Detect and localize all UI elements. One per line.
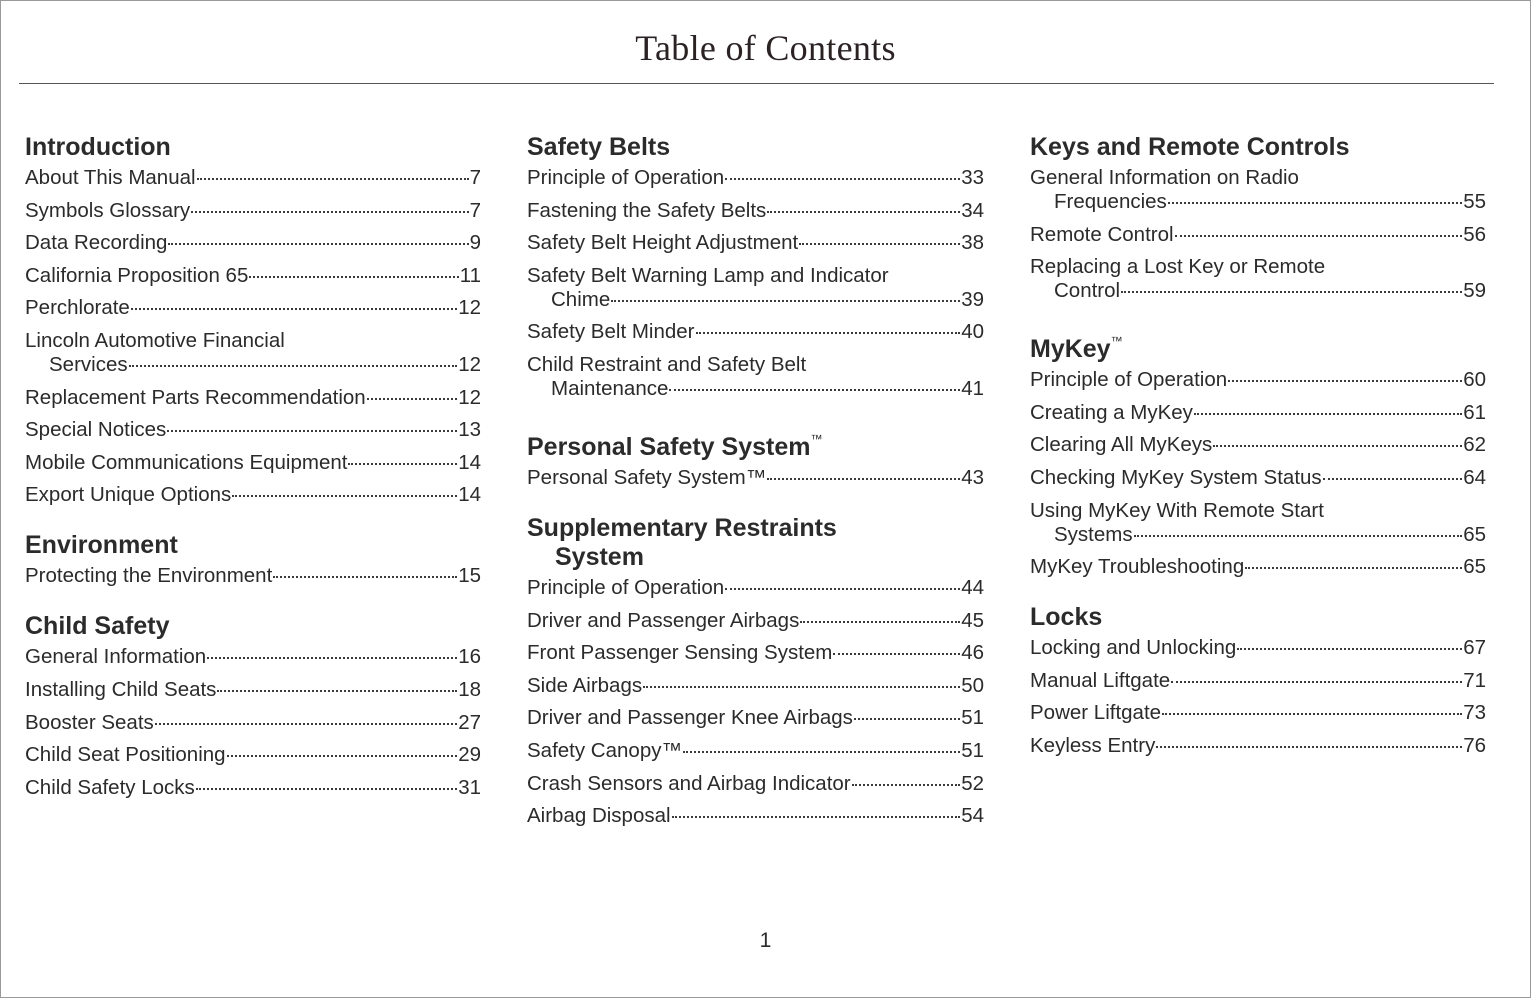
toc-section bbox=[527, 425, 984, 490]
toc-entry-text: Creating a MyKey bbox=[1030, 400, 1193, 424]
toc-entry[interactable] bbox=[25, 296, 481, 320]
toc-page-number: 59 bbox=[1463, 279, 1486, 303]
toc-page-number: 27 bbox=[458, 710, 481, 734]
toc-entry-text: Replacement Parts Recommendation bbox=[25, 385, 366, 409]
section-heading-text: Introduction bbox=[25, 133, 171, 161]
toc-entry[interactable] bbox=[527, 609, 984, 633]
toc-entry[interactable] bbox=[527, 706, 984, 730]
toc-entry-text: Side Airbags bbox=[527, 673, 643, 697]
toc-entry-text: Driver and Passenger Knee Airbags bbox=[527, 706, 853, 730]
toc-entry-text: Chime bbox=[551, 287, 611, 311]
toc-page-number: 18 bbox=[458, 677, 481, 701]
toc-entry-text: Crash Sensors and Airbag Indicator bbox=[527, 771, 851, 795]
dot-leader bbox=[669, 389, 960, 391]
toc-entry-text: Replacing a Lost Key or Remote bbox=[1030, 255, 1326, 279]
toc-entry-text: Maintenance bbox=[551, 376, 669, 400]
dot-leader bbox=[168, 243, 468, 245]
toc-page-number: 15 bbox=[458, 564, 481, 588]
title-rule bbox=[19, 83, 1494, 84]
toc-entry-text: MyKey Troubleshooting bbox=[1030, 555, 1245, 579]
toc-entry[interactable] bbox=[527, 166, 984, 190]
toc-entry[interactable] bbox=[25, 418, 481, 442]
dot-leader bbox=[273, 576, 457, 578]
toc-page-number: 51 bbox=[961, 738, 984, 762]
toc-page-number: 12 bbox=[458, 352, 481, 376]
toc-entry[interactable] bbox=[25, 711, 481, 735]
section-heading-text: MyKey bbox=[1030, 335, 1111, 364]
dot-leader bbox=[672, 816, 961, 818]
toc-page-number: 61 bbox=[1463, 400, 1486, 424]
dot-leader bbox=[1168, 202, 1462, 204]
section-heading[interactable] bbox=[527, 514, 984, 572]
toc-section bbox=[25, 531, 481, 588]
section-heading-text: Child Safety bbox=[25, 612, 170, 641]
toc-page-number: 64 bbox=[1463, 465, 1486, 489]
toc-entry-text: Frequencies bbox=[1054, 190, 1167, 213]
toc-entry[interactable] bbox=[1030, 433, 1486, 457]
toc-entry[interactable] bbox=[25, 199, 481, 223]
toc-entry-text: Checking MyKey System Status bbox=[1030, 465, 1322, 489]
toc-entry-text: Special Notices bbox=[25, 418, 167, 442]
toc-entry[interactable] bbox=[1030, 255, 1486, 303]
dot-leader bbox=[852, 784, 961, 786]
section-heading[interactable] bbox=[527, 133, 984, 162]
section-heading-text: Safety Belts bbox=[527, 133, 671, 161]
toc-entry[interactable] bbox=[1030, 499, 1486, 547]
toc-entry-text: Symbols Glossary bbox=[25, 198, 191, 222]
toc-page-number: 40 bbox=[961, 320, 984, 344]
dot-leader bbox=[800, 621, 960, 623]
toc-page-number: 12 bbox=[458, 296, 481, 320]
toc-entry-text: Fastening the Safety Belts bbox=[527, 198, 767, 222]
toc-page-number: 14 bbox=[458, 450, 481, 474]
toc-entry-text: Export Unique Options bbox=[25, 483, 232, 507]
toc-entry[interactable] bbox=[1030, 669, 1486, 693]
toc-entry[interactable] bbox=[25, 329, 481, 377]
trademark-mark: ™ bbox=[810, 431, 823, 446]
toc-entry-text: Installing Child Seats bbox=[25, 677, 217, 701]
toc-entry[interactable] bbox=[1030, 555, 1486, 579]
toc-entry-text: Using MyKey With Remote Start bbox=[1030, 498, 1324, 522]
toc-page-number: 31 bbox=[458, 775, 481, 799]
toc-page-number: 12 bbox=[458, 385, 481, 409]
toc-entry[interactable] bbox=[25, 564, 481, 588]
toc-entry-text: Manual Liftgate bbox=[1030, 668, 1171, 692]
dot-leader bbox=[725, 588, 960, 590]
section-heading[interactable] bbox=[527, 425, 984, 462]
dot-leader bbox=[129, 365, 458, 367]
toc-page-number: 39 bbox=[961, 287, 984, 311]
dot-leader bbox=[227, 755, 458, 757]
toc-entry-text: Safety Canopy™ bbox=[527, 738, 682, 762]
toc-section bbox=[1030, 603, 1486, 758]
toc-entry-text: Child Safety Locks bbox=[25, 775, 195, 799]
toc-entry-text: Keyless Entry bbox=[1030, 733, 1156, 757]
dot-leader bbox=[249, 276, 458, 278]
section-heading[interactable] bbox=[1030, 133, 1486, 162]
toc-entry-text: Safety Belt Minder bbox=[527, 320, 695, 344]
dot-leader bbox=[799, 243, 960, 245]
toc-entry[interactable] bbox=[527, 576, 984, 600]
section-heading-text-cont: System bbox=[555, 542, 644, 571]
toc-entry-text: Services bbox=[49, 352, 128, 376]
toc-page-number: 11 bbox=[459, 263, 481, 287]
page-number: 1 bbox=[759, 929, 772, 952]
toc-entry-text: Child Seat Positioning bbox=[25, 743, 226, 767]
dot-leader bbox=[217, 690, 457, 692]
toc-entry[interactable] bbox=[25, 451, 481, 475]
section-heading-text: Supplementary Restraints bbox=[527, 513, 837, 542]
toc-entry[interactable] bbox=[25, 483, 481, 507]
toc-entry[interactable] bbox=[527, 320, 984, 344]
dot-leader bbox=[167, 430, 457, 432]
toc-page-number: 38 bbox=[961, 231, 984, 255]
toc-page-number: 45 bbox=[961, 608, 984, 632]
toc-page-number: 50 bbox=[961, 673, 984, 697]
toc-entry[interactable] bbox=[25, 678, 481, 702]
toc-page-number: 55 bbox=[1463, 190, 1486, 213]
toc-entry-text: Clearing All MyKeys bbox=[1030, 433, 1213, 457]
toc-entry-text: Control bbox=[1054, 279, 1121, 303]
section-heading[interactable] bbox=[1030, 603, 1486, 632]
section-heading[interactable] bbox=[1030, 327, 1486, 364]
toc-entry[interactable] bbox=[1030, 401, 1486, 425]
dot-leader bbox=[348, 463, 457, 465]
dot-leader bbox=[767, 478, 960, 480]
toc-entry[interactable] bbox=[25, 743, 481, 767]
toc-entry-text: Data Recording bbox=[25, 231, 168, 255]
toc-section bbox=[1030, 133, 1486, 303]
toc-page-number: 43 bbox=[961, 465, 984, 489]
dot-leader bbox=[696, 332, 961, 334]
toc-entry[interactable] bbox=[1030, 701, 1486, 725]
toc-entry[interactable] bbox=[25, 645, 481, 669]
toc-entry-text: About This Manual bbox=[25, 166, 196, 189]
toc-page-number: 7 bbox=[469, 198, 481, 222]
toc-page-number: 29 bbox=[458, 743, 481, 767]
dot-leader bbox=[611, 300, 960, 302]
toc-page-number: 13 bbox=[458, 418, 481, 442]
toc-entry-text: California Proposition 65 bbox=[25, 263, 249, 287]
dot-leader bbox=[1121, 291, 1462, 293]
dot-leader bbox=[833, 653, 960, 655]
toc-entry-text: Safety Belt Height Adjustment bbox=[527, 231, 799, 255]
toc-entry-text: Airbag Disposal bbox=[527, 804, 671, 828]
section-heading[interactable] bbox=[25, 531, 481, 560]
dot-leader bbox=[1134, 535, 1463, 537]
dot-leader bbox=[155, 723, 457, 725]
toc-section bbox=[527, 514, 984, 828]
toc-page-number: 14 bbox=[458, 483, 481, 507]
toc-page-number: 9 bbox=[469, 231, 481, 255]
toc-page-number: 73 bbox=[1463, 701, 1486, 725]
toc-entry-text: Mobile Communications Equipment bbox=[25, 450, 348, 474]
dot-leader bbox=[854, 718, 960, 720]
toc-page-number: 67 bbox=[1463, 636, 1486, 660]
toc-entry[interactable] bbox=[527, 804, 984, 828]
toc-entry[interactable] bbox=[527, 641, 984, 665]
dot-leader bbox=[1245, 567, 1462, 569]
dot-leader bbox=[1228, 380, 1462, 382]
toc-entry-text: Locking and Unlocking bbox=[1030, 636, 1237, 660]
toc-entry-text: Booster Seats bbox=[25, 710, 154, 734]
toc-column-2 bbox=[527, 133, 984, 852]
toc-page-number: 71 bbox=[1463, 668, 1486, 692]
dot-leader bbox=[1162, 713, 1462, 715]
dot-leader bbox=[196, 788, 457, 790]
dot-leader bbox=[1237, 648, 1462, 650]
toc-section bbox=[527, 133, 984, 401]
toc-page-number: 65 bbox=[1463, 522, 1486, 546]
page-title: Table of Contents bbox=[635, 28, 896, 68]
toc-entry[interactable] bbox=[1030, 636, 1486, 660]
toc-entry-text: Power Liftgate bbox=[1030, 701, 1162, 725]
toc-column-3 bbox=[1030, 133, 1486, 782]
dot-leader bbox=[367, 398, 457, 400]
toc-entry-text: Personal Safety System™ bbox=[527, 465, 767, 489]
toc-page-number: 65 bbox=[1463, 555, 1486, 579]
toc-entry[interactable] bbox=[527, 466, 984, 490]
toc-column-1 bbox=[25, 133, 481, 824]
toc-entry-text: Safety Belt Warning Lamp and Indicator bbox=[527, 263, 889, 287]
toc-page-number: 54 bbox=[961, 804, 984, 828]
toc-entry-text: Principle of Operation bbox=[1030, 368, 1228, 392]
trademark-mark: ™ bbox=[1110, 334, 1123, 349]
toc-section bbox=[25, 133, 481, 507]
toc-entry[interactable] bbox=[527, 739, 984, 763]
toc-page-number: 41 bbox=[961, 376, 984, 400]
toc-entry[interactable] bbox=[25, 231, 481, 255]
dot-leader bbox=[1323, 478, 1463, 480]
section-heading-text: Personal Safety System bbox=[527, 432, 811, 461]
toc-section bbox=[25, 612, 481, 799]
dot-leader bbox=[1171, 681, 1462, 683]
toc-page-number: 56 bbox=[1463, 222, 1486, 246]
toc-page-number: 46 bbox=[961, 641, 984, 665]
toc-entry[interactable] bbox=[1030, 223, 1486, 247]
toc-entry-text: Perchlorate bbox=[25, 296, 130, 320]
toc-entry[interactable] bbox=[25, 386, 481, 410]
toc-entry-text: Principle of Operation bbox=[527, 166, 725, 189]
toc-page-number: 62 bbox=[1463, 433, 1486, 457]
toc-entry[interactable] bbox=[1030, 166, 1486, 214]
toc-entry[interactable] bbox=[25, 776, 481, 800]
toc-entry[interactable] bbox=[1030, 368, 1486, 392]
toc-entry-text: Child Restraint and Safety Belt bbox=[527, 352, 807, 376]
dot-leader bbox=[232, 495, 457, 497]
section-heading[interactable] bbox=[25, 133, 481, 162]
toc-entry[interactable] bbox=[527, 674, 984, 698]
toc-entry[interactable] bbox=[527, 231, 984, 255]
dot-leader bbox=[683, 751, 960, 753]
toc-entry-text: Remote Control bbox=[1030, 222, 1174, 246]
toc-page-number: 60 bbox=[1463, 368, 1486, 392]
dot-leader bbox=[131, 308, 457, 310]
toc-entry-text: General Information on Radio bbox=[1030, 166, 1299, 189]
toc-entry-text: Protecting the Environment bbox=[25, 564, 273, 588]
toc-page-number: 33 bbox=[961, 166, 984, 189]
dot-leader bbox=[1194, 413, 1462, 415]
dot-leader bbox=[1156, 746, 1462, 748]
section-heading-text: Keys and Remote Controls bbox=[1030, 133, 1350, 161]
toc-entry[interactable] bbox=[527, 199, 984, 223]
section-heading-text: Environment bbox=[25, 531, 178, 560]
dot-leader bbox=[197, 178, 469, 180]
dot-leader bbox=[643, 686, 960, 688]
toc-entry[interactable] bbox=[25, 264, 481, 288]
dot-leader bbox=[1213, 445, 1462, 447]
toc-page-number: 16 bbox=[458, 645, 481, 669]
toc-entry-text: General Information bbox=[25, 645, 207, 669]
toc-page-number: 44 bbox=[961, 575, 984, 599]
toc-entry[interactable] bbox=[527, 353, 984, 401]
toc-page-number: 52 bbox=[961, 771, 984, 795]
toc-page-number: 7 bbox=[469, 166, 481, 189]
toc-page-number: 51 bbox=[961, 706, 984, 730]
toc-entry-text: Driver and Passenger Airbags bbox=[527, 608, 800, 632]
toc-page-number: 76 bbox=[1463, 733, 1486, 757]
section-heading-text: Locks bbox=[1030, 603, 1103, 632]
toc-entry-text: Front Passenger Sensing System bbox=[527, 641, 833, 665]
dot-leader bbox=[1175, 235, 1463, 237]
toc-entry[interactable] bbox=[527, 264, 984, 312]
toc-entry[interactable] bbox=[527, 772, 984, 796]
dot-leader bbox=[725, 178, 960, 180]
section-heading[interactable] bbox=[25, 612, 481, 641]
toc-entry-text: Lincoln Automotive Financial bbox=[25, 328, 285, 352]
toc-section bbox=[1030, 327, 1486, 579]
dot-leader bbox=[767, 211, 960, 213]
toc-entry[interactable] bbox=[1030, 734, 1486, 758]
dot-leader bbox=[207, 657, 457, 659]
toc-page-number: 34 bbox=[961, 198, 984, 222]
dot-leader bbox=[191, 211, 468, 213]
toc-entry[interactable] bbox=[1030, 466, 1486, 490]
toc-entry-text: Systems bbox=[1054, 522, 1133, 546]
toc-entry-text: Principle of Operation bbox=[527, 575, 725, 599]
toc-entry[interactable] bbox=[25, 166, 481, 190]
